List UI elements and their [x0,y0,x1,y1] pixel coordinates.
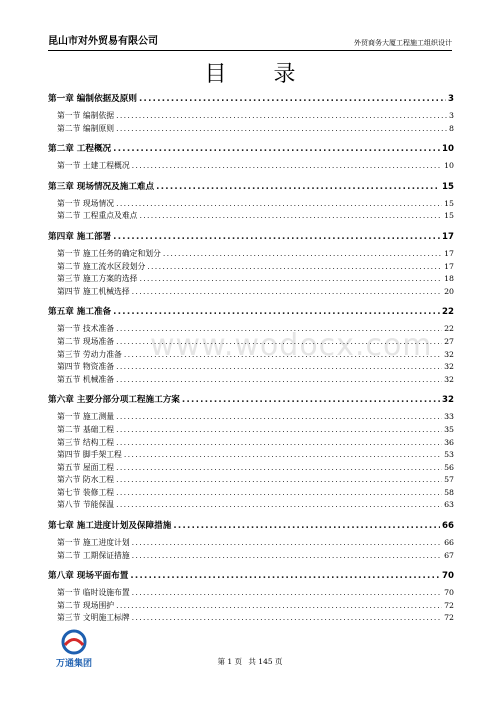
toc-chapter [48,92,454,135]
toc-section-label: 第二节 工期保证措施 [57,550,130,560]
toc-leader-dots [139,92,446,106]
toc-page-number: 63 [444,500,454,510]
toc-page-number: 67 [444,550,454,560]
toc-section-label: 第一节 施工任务的确定和划分 [57,248,161,258]
toc-section-row[interactable] [48,411,454,424]
toc-leader-dots [156,180,440,194]
toc-page-number: 32 [444,362,454,372]
toc-chapter-row[interactable] [48,569,454,583]
toc-leader-dots [132,286,442,299]
toc-page-number: 32 [444,349,454,359]
toc-leader-dots [124,349,442,362]
toc-page-number: 33 [444,412,454,422]
toc-section-row[interactable] [48,612,454,625]
toc-chapter-row[interactable] [48,230,454,244]
toc-section-label: 第一节 施工进度计划 [57,538,130,548]
toc-section-row[interactable] [48,323,454,336]
toc-leader-dots [139,273,442,286]
toc-page-number: 66 [442,521,454,532]
toc-chapter-row[interactable] [48,393,454,407]
toc-section-row[interactable] [48,210,454,223]
toc-chapter-row[interactable] [48,180,454,194]
page-number: 第 1 页 [217,657,243,666]
toc-heading: 目 录 [204,62,316,87]
toc-section-label: 第八节 节能保温 [57,500,115,510]
toc-leader-dots [124,449,442,462]
toc-leader-dots [132,612,442,625]
watermark: www.wodocx.com [150,328,433,363]
toc-section-row[interactable] [48,537,454,550]
toc-chapter [48,230,454,298]
toc-page-number: 10 [442,144,454,155]
toc-chapter [48,180,454,223]
toc-section-row[interactable] [48,600,454,613]
toc-section-label: 第一节 编制依据 [57,111,115,120]
toc-section-row[interactable] [48,110,454,123]
toc-chapter [48,142,454,173]
toc-section-row[interactable] [48,487,454,500]
toc-section-label: 第五节 机械准备 [57,374,115,384]
toc-section-row[interactable] [48,462,454,475]
toc-leader-dots [116,123,447,136]
toc-section-label: 第一节 技术准备 [57,324,115,334]
toc-page-number: 57 [444,475,454,485]
toc-section-label: 第四节 脚手架工程 [57,450,122,460]
toc-chapter [48,393,454,512]
toc-section-row[interactable] [48,449,454,462]
toc-section-label: 第二节 现场围护 [57,600,115,610]
toc-leader-dots [132,537,442,550]
toc-chapter-label: 第五章 施工准备 [48,307,112,318]
toc-section-label: 第四节 物资准备 [57,362,115,372]
toc-chapter-label: 第一章 编制依据及原则 [48,94,137,104]
toc-page-number: 56 [444,462,454,472]
toc-section-row[interactable] [48,361,454,374]
toc-section-label: 第四节 施工机械选择 [57,286,130,296]
toc-leader-dots [132,587,442,600]
page-footer [0,656,500,667]
toc-section-label: 第五节 屋面工程 [57,462,115,472]
toc-section-label: 第二节 编制原则 [57,123,115,133]
toc-leader-dots [182,393,440,407]
toc-section-row[interactable] [48,123,454,136]
page-header [48,34,452,51]
toc-chapter-label: 第三章 现场情况及施工难点 [48,181,155,192]
document-title: 外贸商务大厦工程施工组织设计 [354,39,452,47]
toc-chapter-row[interactable] [48,142,454,156]
toc-section-row[interactable] [48,336,454,349]
toc-leader-dots [116,336,442,349]
toc-leader-dots [147,261,442,274]
toc-section-row[interactable] [48,587,454,600]
toc-section-row[interactable] [48,349,454,362]
toc-page-number: 36 [444,437,454,447]
toc-leader-dots [113,230,440,244]
toc-page-number: 22 [442,307,454,318]
toc-section-label: 第二节 工程重点及难点 [57,211,138,221]
toc-page-number: 27 [444,336,454,346]
toc-chapter [48,519,454,562]
toc-page-number: 70 [442,571,454,582]
toc-section-row[interactable] [48,437,454,450]
toc-leader-dots [116,110,447,123]
toc-leader-dots [116,198,442,211]
toc-chapter [48,305,454,386]
toc-chapter-row[interactable] [48,92,454,106]
toc-page-number: 3 [449,111,454,120]
toc-section-label: 第二节 现场准备 [57,336,115,346]
toc-section-label: 第一节 施工测量 [57,412,115,422]
toc-section-row[interactable] [48,424,454,437]
toc-leader-dots [139,210,442,223]
toc-page-number: 15 [442,181,454,192]
toc-page-number: 22 [444,324,454,334]
toc-section-row[interactable] [48,374,454,387]
toc-section-label: 第三节 劳动力准备 [57,349,122,359]
toc-chapter-label: 第七章 施工进度计划及保障措施 [48,521,172,532]
toc-page-number: 17 [444,261,454,271]
toc-section-row[interactable] [48,261,454,274]
toc-leader-dots [116,411,442,424]
toc-chapter-label: 第二章 工程概况 [48,144,112,155]
logo-text: 万通集团 [55,659,93,669]
toc-section-label: 第三节 文明施工标牌 [57,613,130,623]
toc-chapter-label: 第八章 现场平面布置 [48,571,129,582]
toc-leader-dots [130,569,440,583]
toc-leader-dots [116,474,442,487]
toc-page-number: 72 [444,600,454,610]
toc-page-number: 20 [444,286,454,296]
toc-section-label: 第三节 结构工程 [57,437,115,447]
total-pages: 共 145 页 [248,657,283,666]
toc-section-row[interactable] [48,286,454,299]
toc-leader-dots [113,305,440,319]
toc-page-number: 32 [442,395,454,406]
toc-page-number: 32 [444,374,454,384]
toc-leader-dots [116,462,442,475]
toc-page-number: 70 [444,588,454,598]
toc-leader-dots [163,248,442,261]
toc-section-label: 第一节 临时设施布置 [57,588,130,598]
toc-leader-dots [132,550,442,563]
toc-section-label: 第一节 现场情况 [57,198,115,208]
toc-section-label: 第六节 防水工程 [57,475,115,485]
toc-section-row[interactable] [48,499,454,512]
toc-section-label: 第七节 装修工程 [57,487,115,497]
toc-leader-dots [116,323,442,336]
toc-leader-dots [113,142,440,156]
toc-page-number: 18 [444,274,454,284]
toc-page-number: 3 [448,94,454,104]
toc-leader-dots [116,499,442,512]
toc-leader-dots [116,361,442,374]
toc-section-row[interactable] [48,550,454,563]
toc-page-number: 10 [444,161,454,171]
toc-chapter [48,569,454,625]
toc-section-label: 第三节 施工方案的选择 [57,274,138,284]
toc-leader-dots [132,160,442,173]
toc-page-number: 15 [444,198,454,208]
toc-section-row[interactable] [48,160,454,173]
toc-section-label: 第二节 基础工程 [57,424,115,434]
toc-leader-dots [116,487,442,500]
toc-chapter-label: 第四章 施工部署 [48,231,112,242]
toc-page-number: 35 [444,424,454,434]
toc-page-number: 17 [444,248,454,258]
toc-page-number: 58 [444,487,454,497]
toc-section-row[interactable] [48,198,454,211]
toc-leader-dots [116,600,442,613]
toc-section-label: 第二节 施工流水区段划分 [57,261,146,271]
toc-page-number: 15 [444,211,454,221]
toc-leader-dots [173,519,440,533]
toc-chapter-row[interactable] [48,305,454,319]
toc-section-label: 第一节 土建工程概况 [57,161,130,171]
company-name: 昆山市对外贸易有限公司 [48,36,158,47]
toc-chapter-label: 第六章 主要分部分项工程施工方案 [48,395,180,406]
toc-section-row[interactable] [48,248,454,261]
toc-leader-dots [116,424,442,437]
toc-leader-dots [116,437,442,450]
toc-page-number: 53 [444,450,454,460]
toc-page-number: 66 [444,538,454,548]
toc-section-row[interactable] [48,474,454,487]
toc-section-row[interactable] [48,273,454,286]
table-of-contents [48,92,454,625]
toc-leader-dots [116,374,442,387]
toc-page-number: 8 [449,123,454,133]
toc-chapter-row[interactable] [48,519,454,533]
toc-page-number: 17 [442,231,454,242]
toc-page-number: 72 [444,613,454,623]
